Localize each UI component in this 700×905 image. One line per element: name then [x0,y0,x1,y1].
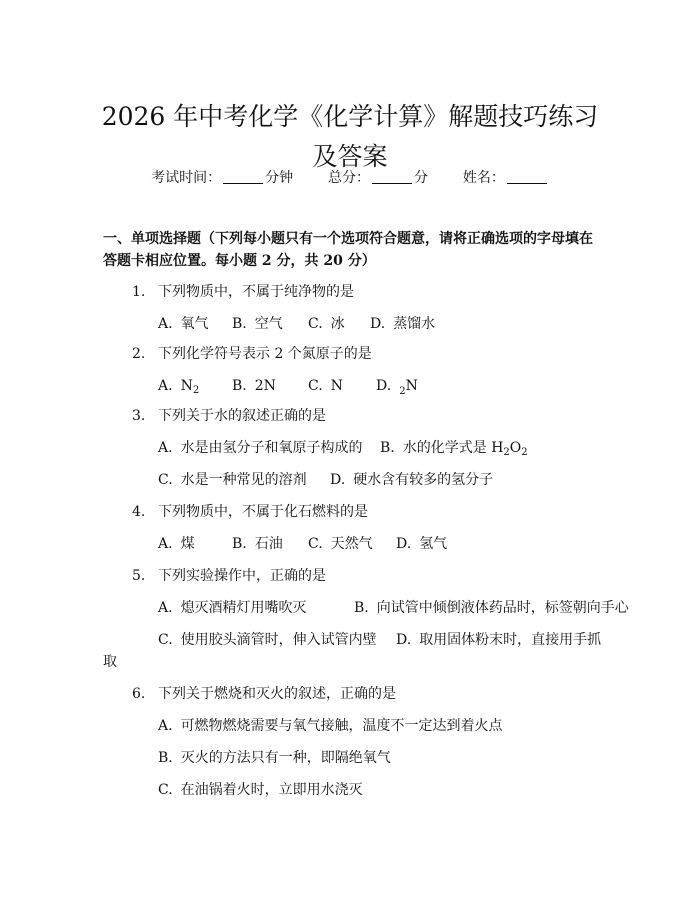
option-c: C. N [308,378,343,394]
option-c: C. 冰 [308,316,345,332]
question-text: 下列实验操作中，正确的是 [158,568,326,584]
question-2-options [158,376,418,401]
question-6-option-a [158,716,503,736]
title-line-1: 2026 年中考化学《化学计算》解题技巧练习 [101,101,599,131]
question-3 [132,406,326,426]
option-b: B. 空气 [232,316,283,332]
question-3-options-row-2 [158,470,493,490]
question-5-options-row-1 [158,598,629,618]
question-text: 下列关于水的叙述正确的是 [158,408,326,424]
option-a: A. 熄灭酒精灯用嘴吹灭 [158,600,307,616]
name-blank [507,169,547,184]
score-unit: 分 [414,170,428,186]
option-c: C. 使用胶头滴管时，伸入试管内壁 [158,632,377,648]
option-d: D. 取用固体粉末时，直接用手抓 [396,632,602,648]
question-1 [132,282,354,302]
name-label: 姓名： [462,170,505,186]
option-b: B. 2N [232,378,276,394]
question-number: 5. [132,568,146,584]
option-b: B. 向试管中倾倒液体药品时，标签朝向手心 [354,600,629,616]
time-unit: 分钟 [265,170,294,186]
option-d: D. 氢气 [396,536,448,552]
option-a: A. 水是由氢分子和氧原子构成的 [158,440,363,456]
question-6-option-c [158,780,363,800]
option-d: D. 硬水含有较多的氢分子 [330,472,494,488]
option-c: C. 天然气 [308,536,373,552]
option-c: C. 在油锅着火时，立即用水浇灭 [158,782,363,798]
option-c: C. 水是一种常见的溶剂 [158,472,307,488]
question-number: 3. [132,408,146,424]
option-a: A. 可燃物燃烧需要与氧气接触，温度不一定达到着火点 [158,718,503,734]
question-1-options [158,314,435,334]
document-title [60,97,640,177]
time-blank [223,169,263,184]
question-number: 1. [132,284,146,300]
question-number: 6. [132,686,146,702]
option-b: B. 石油 [232,536,283,552]
question-text: 下列化学符号表示 2 个氮原子的是 [158,346,372,362]
option-a: A. 煤 [158,536,195,552]
option-b: B. 水的化学式是 $H_2O_2$ [380,440,528,458]
question-6-option-b [158,748,391,768]
question-number: 4. [132,504,146,520]
option-d: D. $_2$N [376,378,418,397]
question-6 [132,684,396,704]
time-label: 考试时间： [151,170,222,186]
question-4-options [158,534,447,554]
question-5-options-row-2 [158,630,601,650]
title-line-2: 及答案 [312,141,388,171]
option-b: B. 灭火的方法只有一种，即隔绝氧气 [158,750,391,766]
option-a: A. 氧气 [158,316,209,332]
score-blank [372,169,412,184]
option-d-wrapped-text: 取 [103,654,117,670]
question-text: 下列关于燃烧和灭火的叙述，正确的是 [158,686,396,702]
question-number: 2. [132,346,146,362]
question-2 [132,344,372,364]
question-3-options-row-1 [158,438,528,463]
question-text: 下列物质中，不属于纯净物的是 [158,284,354,300]
section-heading: 一、单项选择题（下列每小题只有一个选项符合题意，请将正确选项的字母填在答题卡相应位置。每小题 2 分，共 20 分） [103,231,593,269]
question-4 [132,502,368,522]
option-a: A. $N_2$ [158,378,200,396]
score-label: 总分： [328,170,370,186]
option-d: D. 蒸馏水 [370,316,436,332]
question-text: 下列物质中，不属于化石燃料的是 [158,504,368,520]
question-5 [132,566,326,586]
exam-info-row [0,168,700,188]
